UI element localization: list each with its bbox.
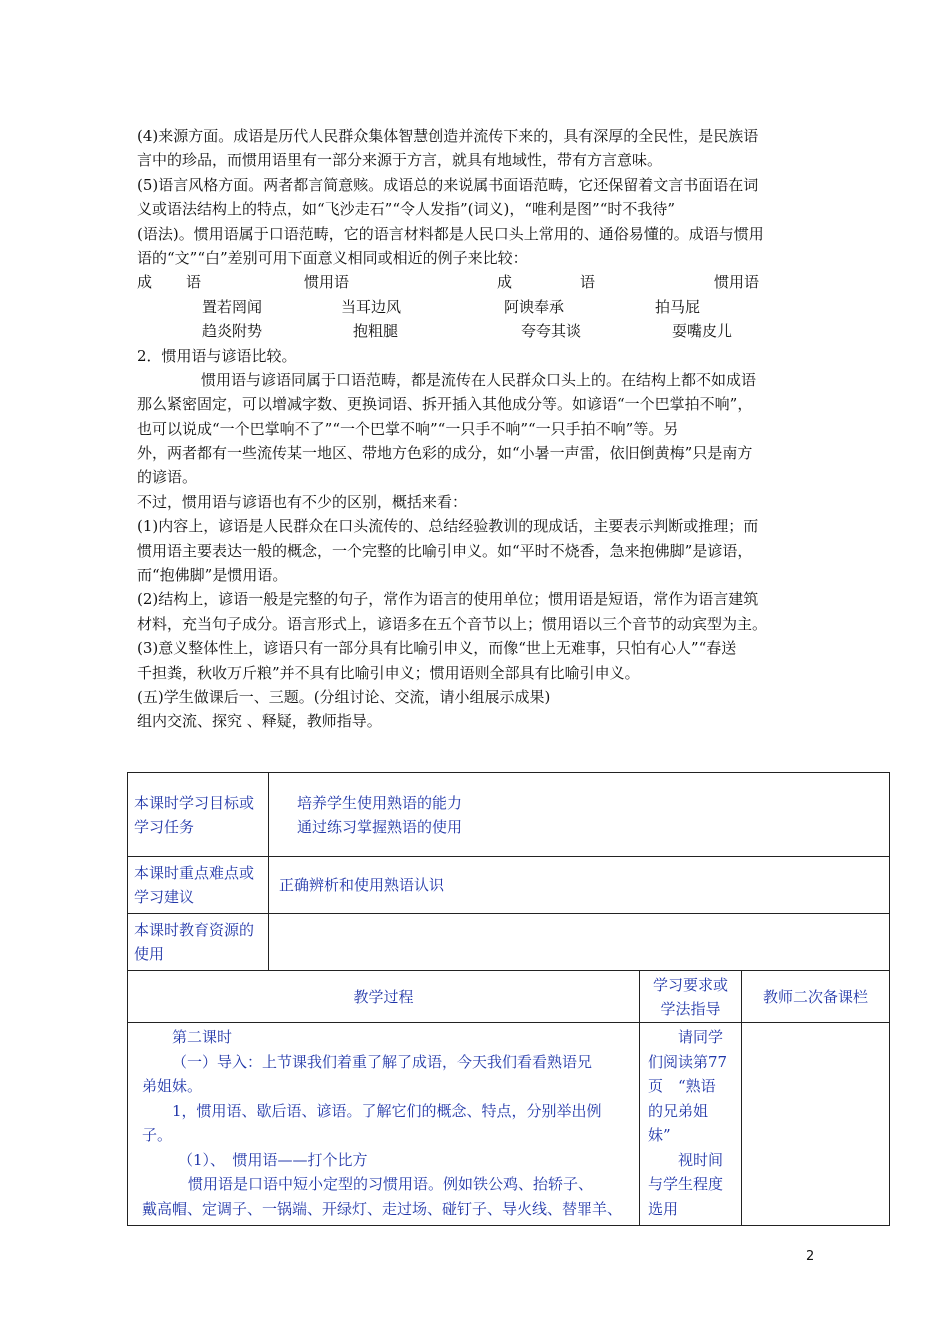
process-line: 弟姐妹。 (142, 1077, 203, 1095)
compare-cell: 抱粗腿 (353, 322, 399, 341)
guide-line: 页 “熟语 (648, 1077, 716, 1095)
table-header-row (128, 971, 890, 1023)
focus-content: 正确辨析和使用熟语认识 (269, 857, 890, 914)
focus-label: 本课时重点难点或学习建议 (128, 857, 269, 914)
text-line: 言中的珍品，而惯用语里有一部分来源于方言，就具有地域性，带有方言意味。 (137, 151, 663, 170)
process-line: 1，惯用语、歇后语、谚语。了解它们的概念、特点，分别举出例 (172, 1101, 602, 1120)
body-text (137, 124, 817, 734)
process-line: 惯用语是口语中短小定型的习惯用语。例如铁公鸡、抬轿子、 (188, 1175, 594, 1193)
text-line: (1)内容上，谚语是人民群众在口头流传的、总结经验教训的现成话，主要表示判断或推理；而 (137, 517, 759, 536)
lesson-plan-table (127, 772, 890, 1226)
table-row (128, 1023, 890, 1226)
process-line: 戴高帽、定调子、一锅端、开绿灯、走过场、碰钉子、导火线、替罪羊、 (142, 1199, 623, 1218)
text-line: (3)意义整体性上，谚语只有一部分具有比喻引申义，而像“世上无难事，只怕有心人”“春送 (137, 639, 737, 658)
page-number: 2 (806, 1249, 815, 1264)
text-line: 组内交流、探究 、释疑，教师指导。 (137, 712, 382, 731)
text-line: (语法)。惯用语属于口语范畴，它的语言材料都是人民口头上常用的、通俗易懂的。成语与惯用 (137, 224, 764, 243)
goal-line: 培养学生使用熟语的能力 (297, 793, 463, 812)
compare-header-row (137, 270, 817, 294)
text-line: 材料，充当句子成分。语言形式上，谚语多在五个音节以上；惯用语以三个音节的动宾型为主。 (137, 614, 768, 633)
compare-header-cell: 成 (137, 273, 153, 292)
goal-content (269, 773, 890, 857)
guide-line: 选用 (648, 1199, 679, 1218)
guide-line: 请同学 (678, 1028, 724, 1046)
text-line: 也可以说成“一个巴掌响不了”“一个巴掌不响”“一只手不响”“一只手拍不响”等。另 (137, 419, 679, 438)
compare-row (137, 295, 817, 319)
guide-content (640, 1023, 742, 1226)
compare-header-cell: 惯用语 (304, 273, 350, 292)
compare-row (137, 319, 817, 343)
guide-line: 的兄弟姐 (648, 1101, 709, 1120)
resource-content (269, 914, 890, 971)
compare-cell: 趋炎附势 (202, 322, 263, 341)
compare-cell: 拍马屁 (655, 297, 701, 316)
notes-header: 教师二次备课栏 (742, 971, 890, 1023)
compare-cell: 当耳边风 (341, 297, 402, 316)
resource-label: 本课时教育资源的使用 (128, 914, 269, 971)
notes-content (742, 1023, 890, 1226)
text-line: 千担粪，秋收万斤粮”并不具有比喻引申义；惯用语则全部具有比喻引申义。 (137, 663, 640, 682)
goal-label: 本课时学习目标或学习任务 (128, 773, 269, 857)
section-title: 2．惯用语与谚语比较。 (137, 346, 297, 365)
process-line: （1）、 惯用语——打个比方 (178, 1150, 368, 1169)
text-line: 语的“文”“白”差别可用下面意义相同或相近的例子来比较： (137, 248, 528, 267)
compare-cell: 耍嘴皮儿 (672, 322, 733, 341)
text-line: 不过，惯用语与谚语也有不少的区别，概括来看： (137, 492, 468, 511)
text-line: 那么紧密固定，可以增减字数、更换词语、拆开插入其他成分等。如谚语“一个巴掌拍不响”， (137, 395, 753, 414)
guide-line: 妹” (648, 1126, 671, 1144)
table-row (128, 773, 890, 857)
text-line: (4)来源方面。成语是历代人民群众集体智慧创造并流传下来的，具有深厚的全民性，是民族语 (137, 127, 759, 145)
compare-cell: 阿谀奉承 (504, 297, 565, 316)
text-line: (五)学生做课后一、三题。(分组讨论、交流，请小组展示成果) (137, 687, 551, 706)
text-line: 外，两者都有一些流传某一地区、带地方色彩的成分，如“小暑一声雷，依旧倒黄梅”只是南方 (137, 444, 753, 463)
compare-header-cell: 成 (497, 273, 513, 292)
goal-line: 通过练习掌握熟语的使用 (297, 817, 463, 836)
text-line: 惯用语与谚语同属于口语范畴，都是流传在人民群众口头上的。在结构上都不如成语 (201, 370, 757, 389)
text-line: 惯用语主要表达一般的概念，一个完整的比喻引申义。如“平时不烧香，急来抱佛脚”是谚语， (137, 541, 753, 560)
compare-header-cell: 语 (580, 273, 596, 292)
compare-header-cell: 惯用语 (714, 273, 760, 292)
guide-header: 学习要求或学法指导 (640, 971, 742, 1023)
process-content (128, 1023, 640, 1226)
text-line: 而“抱佛脚”是惯用语。 (137, 566, 288, 585)
compare-cell: 置若罔闻 (202, 297, 263, 316)
text-line: (5)语言风格方面。两者都言简意赅。成语总的来说属书面语范畴，它还保留着文言书面语在词 (137, 175, 759, 194)
text-line: 义或语法结构上的特点，如“飞沙走石”“令人发指”(词义)，“唯利是图”“时不我待” (137, 200, 676, 219)
text-line: (2)结构上，谚语一般是完整的句子，常作为语言的使用单位；惯用语是短语，常作为语言建筑 (137, 590, 759, 609)
process-line: （一）导入：上节课我们着重了解了成语，今天我们看看熟语兄 (172, 1052, 593, 1071)
compare-header-cell: 语 (186, 273, 202, 292)
process-header: 教学过程 (128, 971, 640, 1023)
process-line: 子。 (142, 1126, 173, 1144)
text-line: 的谚语。 (137, 468, 198, 487)
table-row (128, 857, 890, 914)
guide-line: 视时间 (678, 1150, 724, 1169)
guide-line: 与学生程度 (648, 1175, 724, 1193)
guide-line: 们阅读第77 (648, 1052, 728, 1071)
compare-cell: 夸夸其谈 (521, 322, 582, 341)
process-line: 第二课时 (172, 1028, 233, 1046)
table-row (128, 914, 890, 971)
